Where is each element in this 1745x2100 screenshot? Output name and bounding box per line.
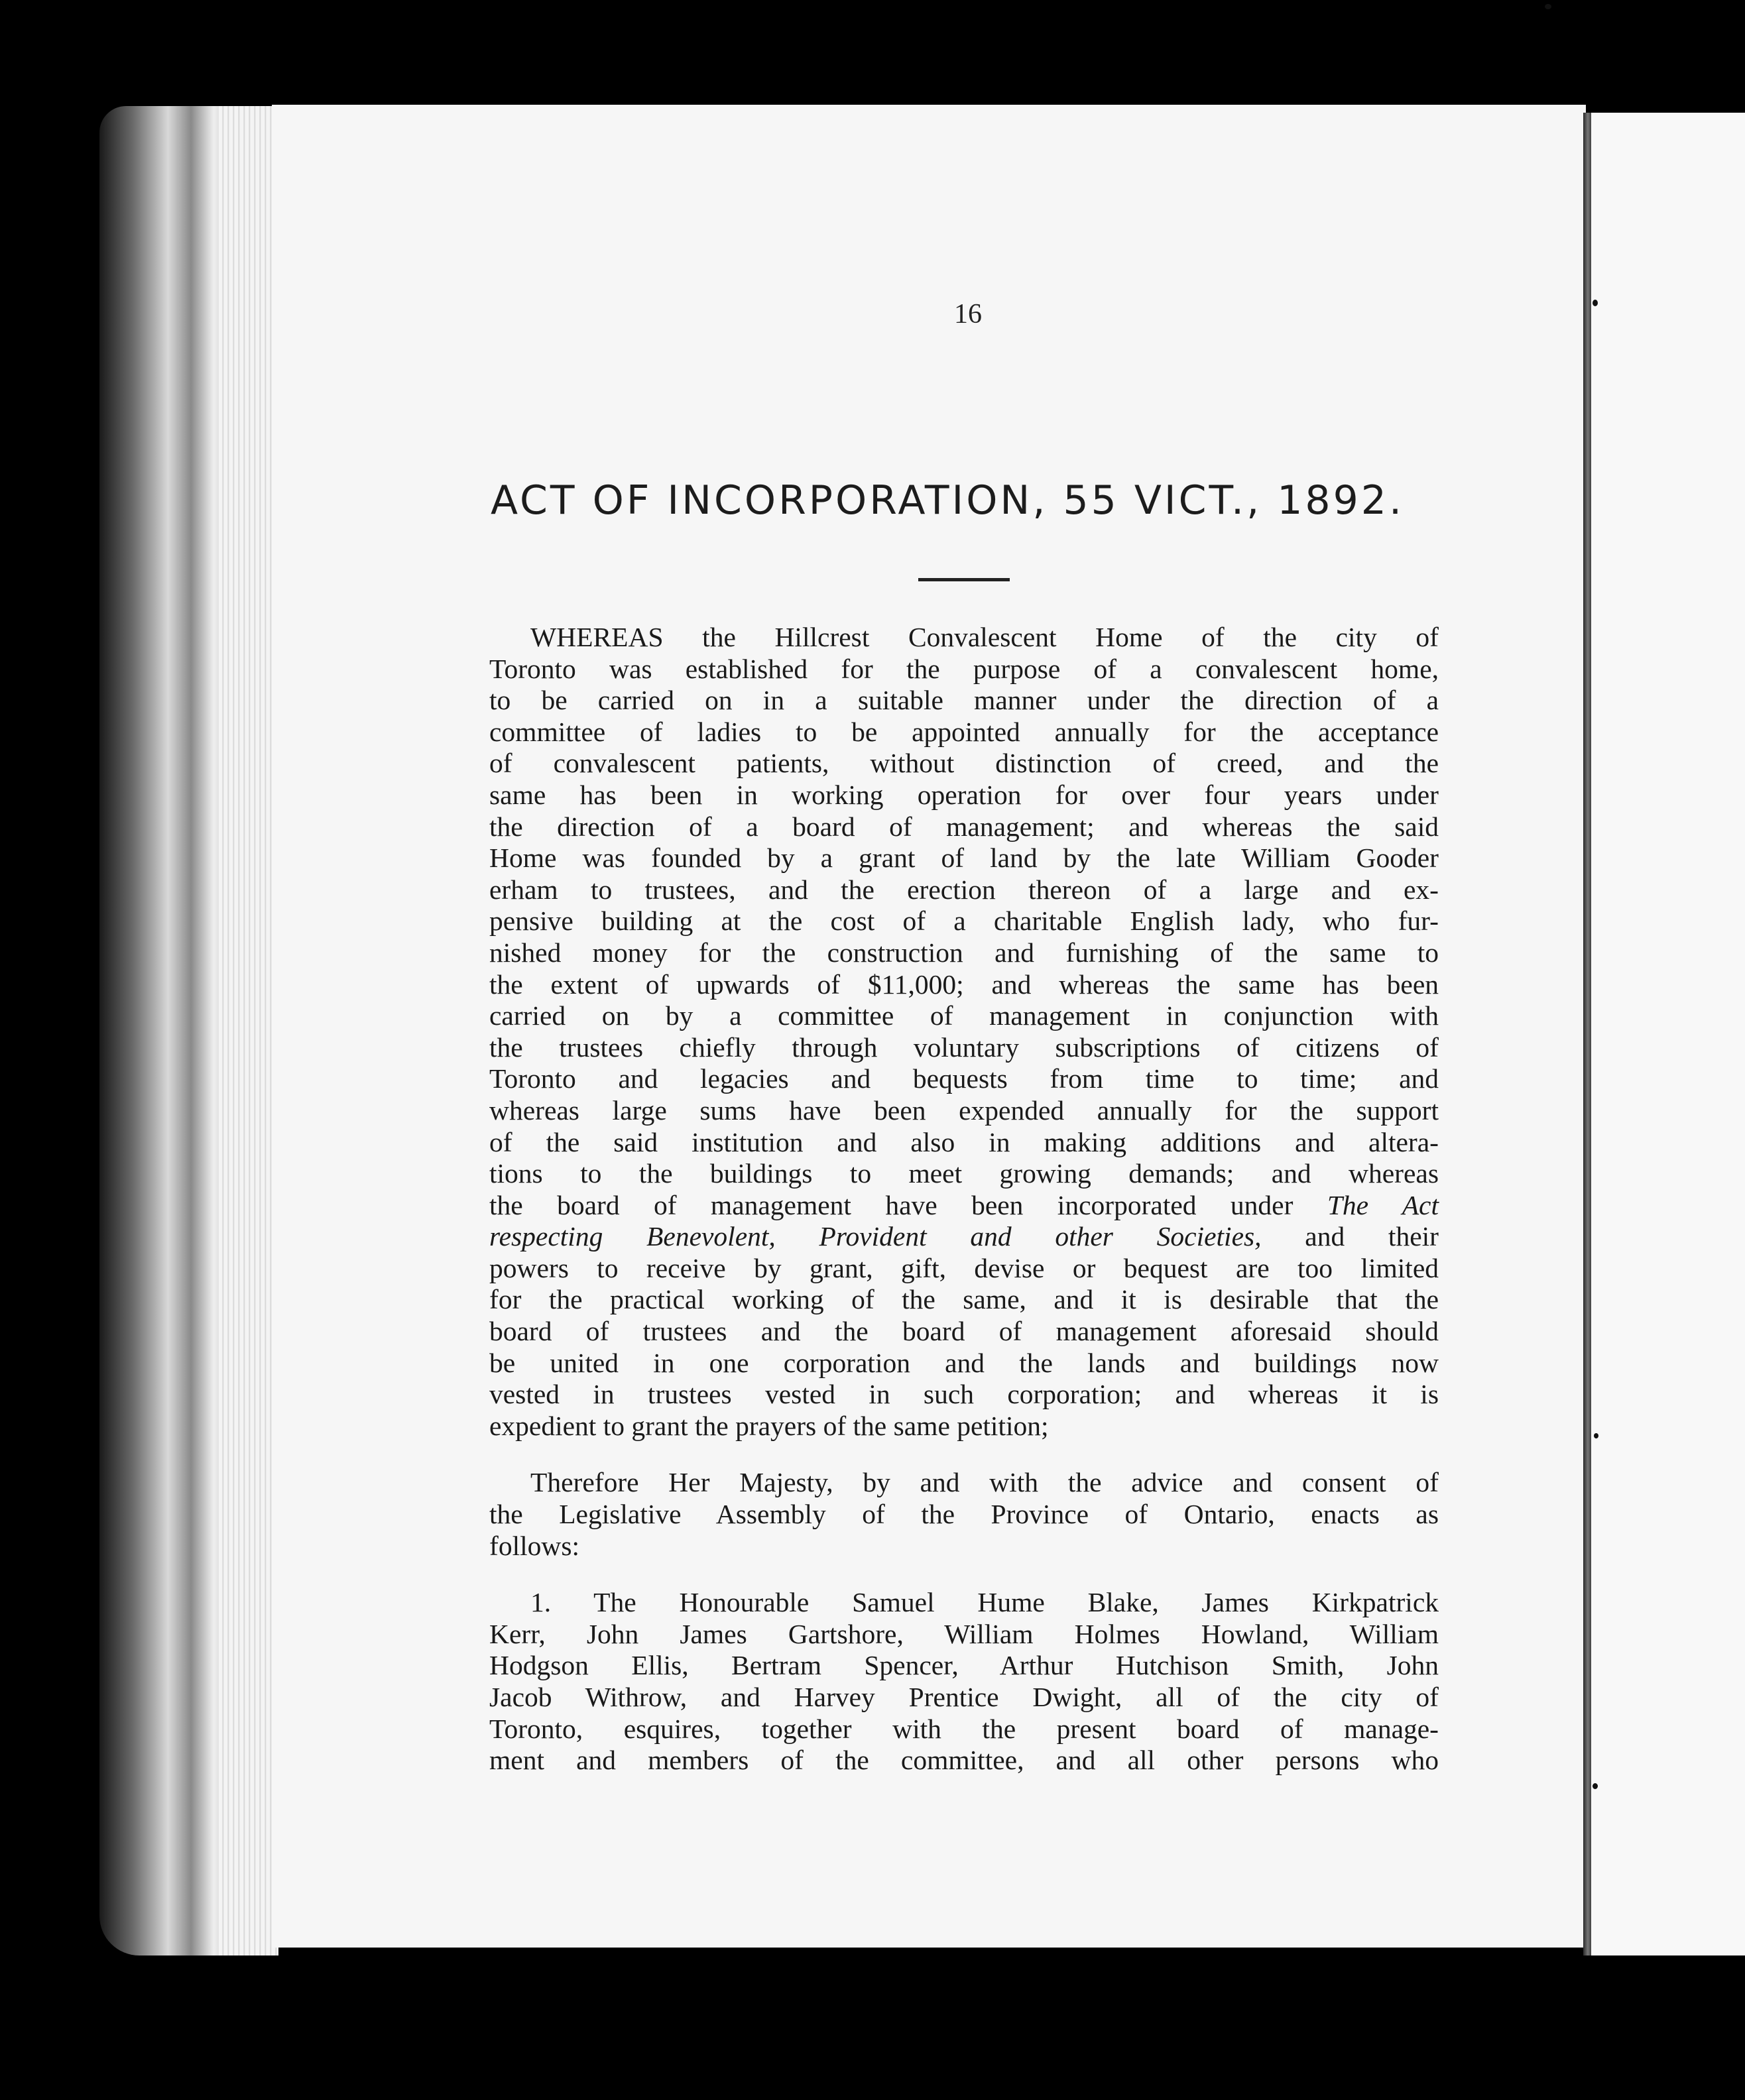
text-line: erham to trustees, and the erection thereon of a large and ex-	[489, 874, 1439, 905]
text-line: to be carried on in a suitable manner under the direction of a	[489, 685, 1439, 716]
text-line: be united in one corporation and the lands and buildings now	[489, 1347, 1439, 1378]
text-line: Therefore Her Majesty, by and with the advice and consent of	[530, 1467, 1439, 1498]
text-line: Hodgson Ellis, Bertram Spencer, Arthur Hutchison Smith, John	[489, 1650, 1439, 1681]
text-line: Home was founded by a grant of land by the late William Gooder	[489, 843, 1439, 874]
text-line: Toronto was established for the purpose of a convalescent home,	[489, 653, 1439, 684]
text-line: board of trustees and the board of management aforesaid should	[489, 1316, 1439, 1347]
text-line: of convalescent patients, without distinction of creed, and the	[489, 748, 1439, 779]
heading-divider	[918, 578, 1010, 581]
scan-speck	[1545, 4, 1551, 9]
text-segment: and their	[1305, 1221, 1439, 1252]
text-line: powers to receive by grant, gift, devise or bequest are too limited	[489, 1252, 1439, 1283]
scan-speck	[1593, 1783, 1598, 1789]
italic-title: respecting Benevolent, Provident and other Societies,	[489, 1221, 1262, 1252]
text-line: nished money for the construction and furnishing of the same to	[489, 937, 1439, 968]
text-line: the Legislative Assembly of the Province of Ontario, enacts as	[489, 1499, 1439, 1530]
text-line: pensive building at the cost of a charitable English lady, who fur-	[489, 905, 1439, 937]
scan-speck	[1593, 300, 1598, 306]
text-line: WHEREAS the Hillcrest Convalescent Home of the city of	[530, 622, 1439, 652]
text-line	[489, 1221, 1439, 1253]
text-line: of the said institution and also in making additions and altera-	[489, 1126, 1439, 1157]
text-line: carried on by a committee of management in conjunction with	[489, 1000, 1439, 1031]
text-line: the extent of upwards of $11,000; and whereas the same has been	[489, 968, 1439, 1000]
page-heading: ACT OF INCORPORATION, 55 VICT., 1892.	[491, 477, 1405, 524]
text-line: Kerr, John James Gartshore, William Holmes Howland, William	[489, 1618, 1439, 1649]
page-number: 16	[954, 299, 982, 329]
text-line: whereas large sums have been expended annually for the support	[489, 1094, 1439, 1126]
text-line: committee of ladies to be appointed annually for the acceptance	[489, 716, 1439, 747]
adjacent-page	[1591, 113, 1745, 1955]
text-line: same has been in working operation for over four years under	[489, 779, 1439, 810]
page-stack-edges	[219, 106, 278, 1955]
text-segment: the board of management have been incorporated under	[489, 1189, 1294, 1220]
text-line: ment and members of the committee, and all other persons who	[489, 1745, 1439, 1776]
text-line: follows:	[489, 1530, 580, 1561]
document-body	[489, 622, 1439, 1777]
text-line	[489, 1190, 1439, 1222]
text-line: Jacob Withrow, and Harvey Prentice Dwight, all of the city of	[489, 1682, 1439, 1712]
text-line: for the practical working of the same, and it is desirable that the	[489, 1284, 1439, 1315]
text-line: 1. The Honourable Samuel Hume Blake, James Kirkpatrick	[530, 1587, 1439, 1618]
text-line: vested in trustees vested in such corporation; and whereas it is	[489, 1379, 1439, 1410]
text-line: the direction of a board of management; and whereas the said	[489, 811, 1439, 842]
text-line: tions to the buildings to meet growing demands; and whereas	[489, 1158, 1439, 1189]
scan-speck	[1594, 1433, 1598, 1438]
text-line: Toronto and legacies and bequests from time to time; and	[489, 1063, 1439, 1094]
italic-title: The Act	[1327, 1189, 1439, 1220]
text-line: Toronto, esquires, together with the present board of manage-	[489, 1713, 1439, 1744]
text-line: the trustees chiefly through voluntary subscriptions of citizens of	[489, 1031, 1439, 1063]
text-line: expedient to grant the prayers of the same petition;	[489, 1410, 1049, 1441]
